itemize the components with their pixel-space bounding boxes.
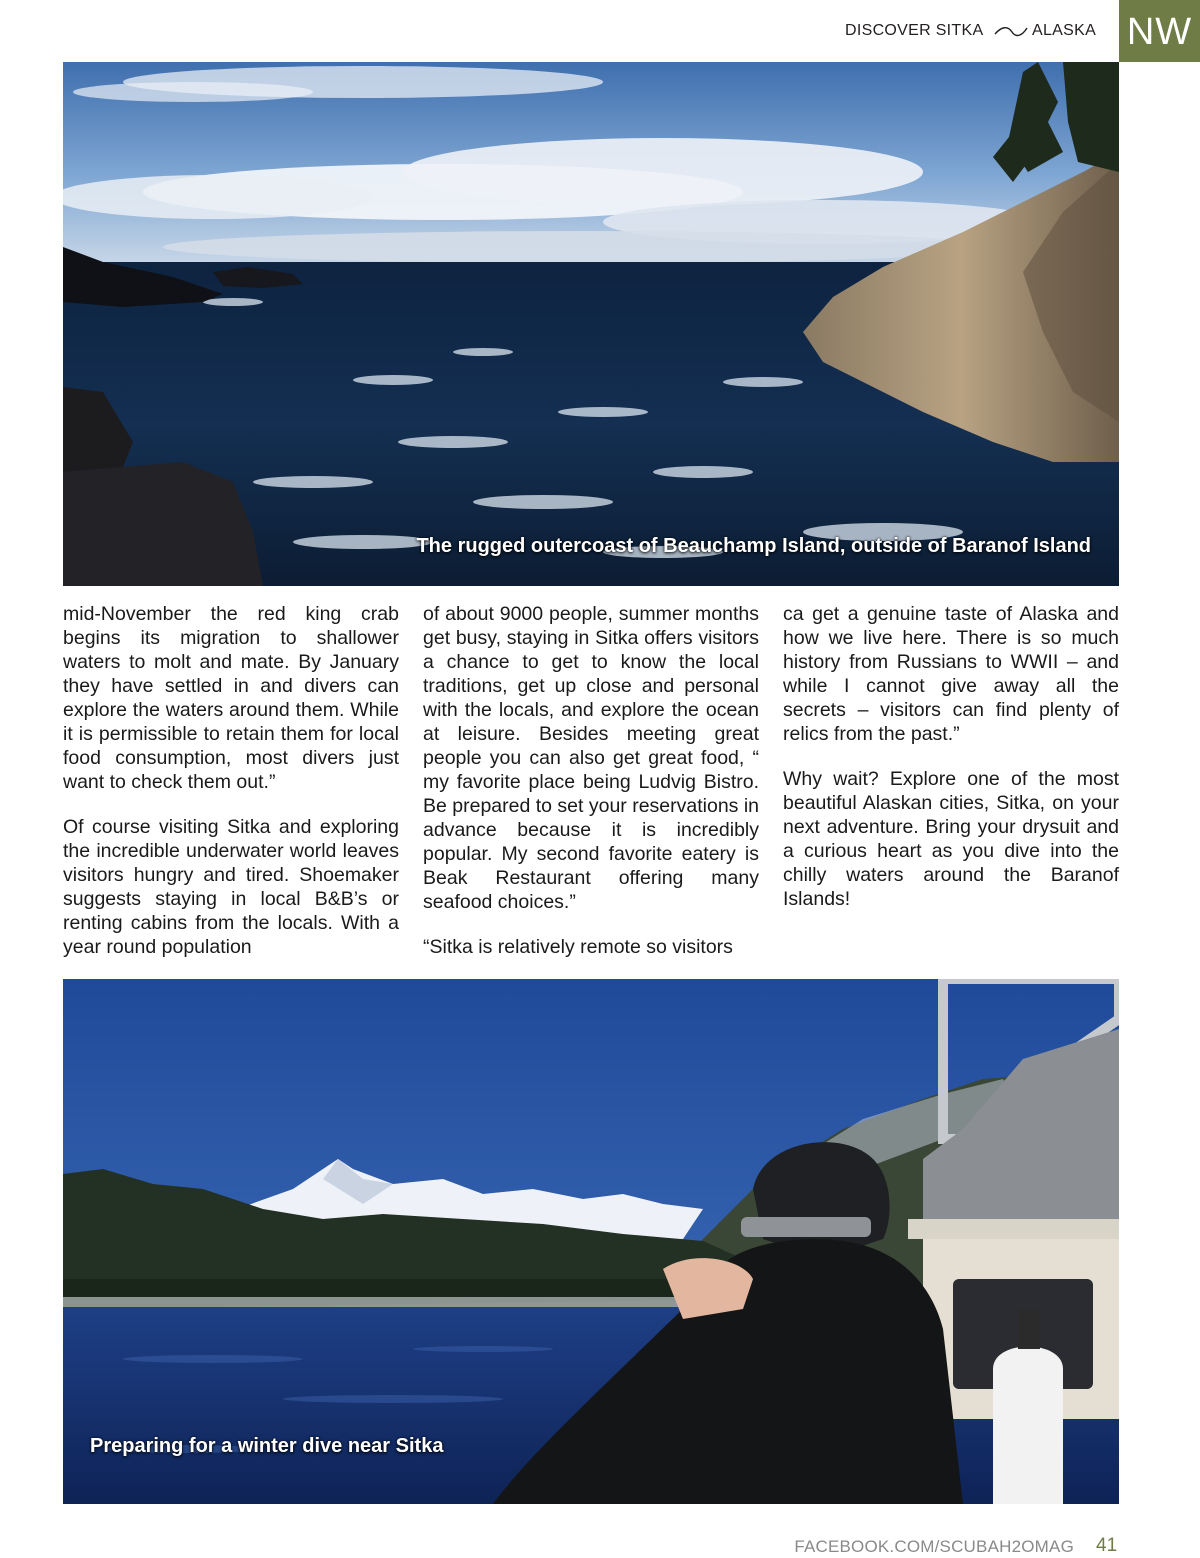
region-badge: NW [1119,0,1200,62]
paragraph: “Sitka is relatively remote so visitors [423,936,733,958]
coastline-photo [63,62,1119,586]
coastline-illustration [63,62,1119,586]
article-column-2 [423,602,759,980]
paragraph: mid-November the red king crab begins its migration to shallower waters to molt and mate. By January they have settled in and divers can explore the waters around them. While it is permissible to retain them for local food consumption, most divers just want to check them out.” [63,603,399,793]
page-footer [0,1534,1200,1558]
paragraph: Why wait? Explore one of the most beautiful Alaskan cities, Sitka, on your next adventure. Bring your drysuit and a curious heart as you dive into the chilly waters around the Baranof Islands! [783,768,1119,910]
page-header [0,0,1200,62]
facebook-link[interactable]: FACEBOOK.COM/SCUBAH2OMAG [794,1537,1074,1556]
section-title: DISCOVER SITKA [845,22,984,39]
photo-caption: Preparing for a winter dive near Sitka [90,1435,444,1457]
page-number: 41 [1096,1535,1118,1556]
photo-caption: The rugged outercoast of Beauchamp Island, outside of Baranof Island [416,535,1091,557]
paragraph: Of course visiting Sitka and exploring the incredible underwater world leaves visitors hungry and tired. Shoemaker suggests staying in local B&B’s or renting cabins from the locals. With a year round population [63,816,399,958]
article-column-3 [783,602,1119,932]
winter-dive-photo [63,979,1119,1504]
paragraph: ca get a genuine taste of Alaska and how we live here. There is so much history from Russians to WWII – and while I cannot give away all the secrets – visitors can find plenty of relics from the past.” [783,603,1119,745]
swoosh-icon [994,24,1028,38]
paragraph: of about 9000 people, summer months get busy, staying in Sitka offers visitors a chance to get to know the local traditions, get up close and personal with the locals, and explore the ocean at leisure. Besides meeting great people you can also get great food, “ my favorite place being Ludvig Bistro. Be prepared to set your reservations in advance because it is incredibly popular. My second favorite eatery is Beak Restaurant offering many seafood choices.” [423,603,760,913]
winter-dive-illustration [63,979,1119,1504]
region-title: ALASKA [1032,22,1097,39]
article-column-1 [63,602,399,980]
